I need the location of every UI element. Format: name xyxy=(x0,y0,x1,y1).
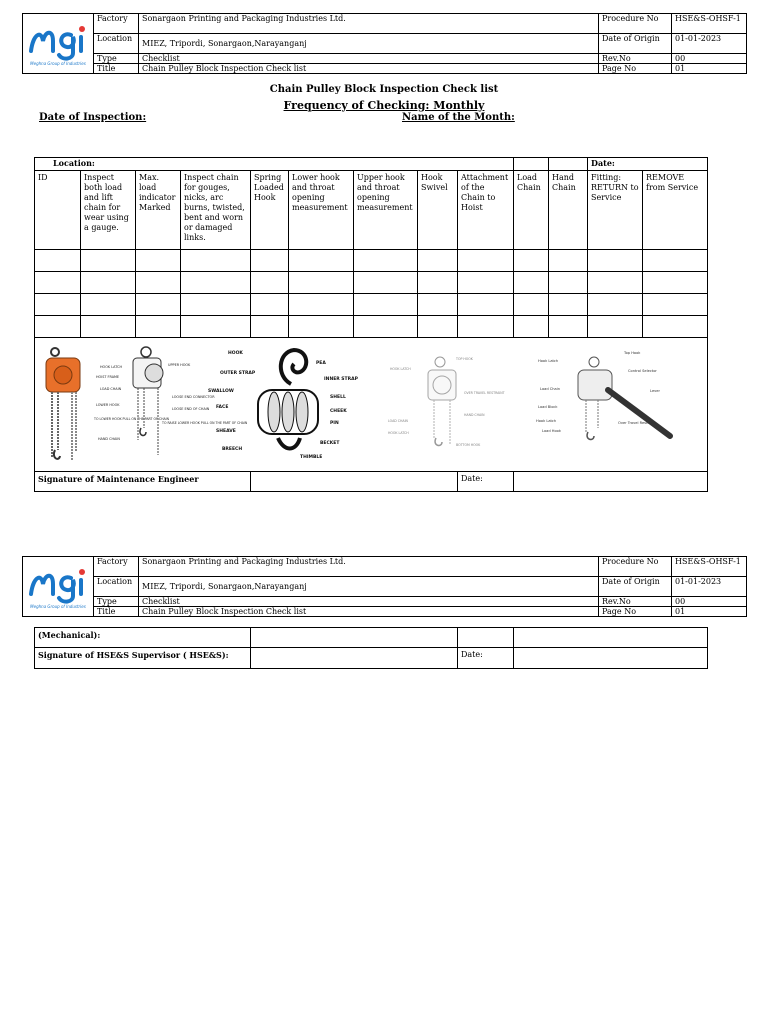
table-cell[interactable] xyxy=(643,272,708,294)
factory-value: Sonargaon Printing and Packaging Industries Ltd. xyxy=(139,557,599,577)
col-header-inspect-wear: Inspect both load and lift chain for wear using a gauge. xyxy=(81,171,136,250)
hoist-sketch-icon xyxy=(388,357,505,447)
table-cell[interactable] xyxy=(549,250,588,272)
svg-text:BECKET: BECKET xyxy=(320,441,340,446)
table-cell[interactable] xyxy=(418,272,458,294)
procedure-no-value: HSE&S-OHSF-1 xyxy=(672,557,747,577)
header-table-2 xyxy=(22,556,747,617)
svg-text:FACE: FACE xyxy=(216,405,229,410)
col-header-load-chain: Load Chain xyxy=(514,171,549,250)
svg-text:Hook Latch: Hook Latch xyxy=(538,359,559,363)
hse-date-field[interactable] xyxy=(514,648,708,669)
table-cell[interactable] xyxy=(588,294,643,316)
page-no-label: Page No xyxy=(599,607,672,617)
svg-text:Lever: Lever xyxy=(650,389,660,393)
table-cell[interactable] xyxy=(181,250,251,272)
date-of-inspection-label: Date of Inspection: xyxy=(39,112,147,123)
table-row xyxy=(35,272,708,294)
table-cell[interactable] xyxy=(549,316,588,338)
rev-no-label: Rev.No xyxy=(599,597,672,607)
signature-date-label: Date: xyxy=(458,472,514,492)
factory-label: Factory xyxy=(94,14,139,34)
table-row xyxy=(35,250,708,272)
table-cell[interactable] xyxy=(251,250,289,272)
col-header-attachment: Attachment of the Chain to Hoist xyxy=(458,171,514,250)
svg-text:Over Travel Restraint: Over Travel Restraint xyxy=(618,421,656,425)
svg-text:HOOK LATCH: HOOK LATCH xyxy=(100,365,122,369)
svg-text:LOOSE END CONNECTOR: LOOSE END CONNECTOR xyxy=(172,395,215,399)
chain-hoist-labeled-icon xyxy=(93,347,248,455)
maintenance-engineer-signature-label: Signature of Maintenance Engineer xyxy=(35,472,251,492)
table-cell[interactable] xyxy=(81,294,136,316)
svg-text:LOWER HOOK: LOWER HOOK xyxy=(96,403,120,407)
checklist-table xyxy=(34,157,708,492)
svg-text:UPPER HOOK: UPPER HOOK xyxy=(168,363,191,367)
svg-text:Meghna Group of Industries: Meghna Group of Industries xyxy=(30,603,86,609)
svg-text:LOOSE END OF CHAIN: LOOSE END OF CHAIN xyxy=(172,407,210,411)
blank-cell xyxy=(514,628,708,648)
table-cell[interactable] xyxy=(289,316,354,338)
location-label: Location xyxy=(94,577,139,597)
logo xyxy=(23,14,94,74)
table-cell[interactable] xyxy=(514,294,549,316)
table-cell[interactable] xyxy=(458,272,514,294)
col-header-spring-hook: Spring Loaded Hook xyxy=(251,171,289,250)
col-header-lower-hook: Lower hook and throat opening measurement xyxy=(289,171,354,250)
mechanical-label: (Mechanical): xyxy=(35,628,251,648)
svg-text:SHEAVE: SHEAVE xyxy=(216,429,236,434)
table-cell[interactable] xyxy=(643,316,708,338)
table-cell[interactable] xyxy=(354,316,418,338)
table-row xyxy=(35,294,708,316)
svg-text:INNER STRAP: INNER STRAP xyxy=(324,377,358,382)
table-cell[interactable] xyxy=(549,272,588,294)
col-header-hand-chain: Hand Chain xyxy=(549,171,588,250)
col-header-max-load: Max. load indicator Marked xyxy=(136,171,181,250)
svg-text:HOIST FRAME: HOIST FRAME xyxy=(96,375,120,379)
title-label: Title xyxy=(94,64,139,74)
table-cell[interactable] xyxy=(418,294,458,316)
svg-text:BOTTOM HOOK: BOTTOM HOOK xyxy=(456,443,481,447)
table-cell[interactable] xyxy=(354,250,418,272)
table-cell[interactable] xyxy=(643,294,708,316)
svg-text:TO RAISE LOWER HOOK PULL ON TH: TO RAISE LOWER HOOK PULL ON THE PART OF CHAIN xyxy=(162,421,248,425)
procedure-no-label: Procedure No xyxy=(599,557,672,577)
type-label: Type xyxy=(94,54,139,64)
table-row xyxy=(35,316,708,338)
table-cell[interactable] xyxy=(354,294,418,316)
table-cell[interactable] xyxy=(251,272,289,294)
col-header-hook-swivel: Hook Swivel xyxy=(418,171,458,250)
svg-text:OVER TRAVEL RESTRAINT: OVER TRAVEL RESTRAINT xyxy=(464,391,505,395)
table-cell[interactable] xyxy=(588,316,643,338)
table-cell[interactable] xyxy=(35,272,81,294)
table-cell[interactable] xyxy=(458,316,514,338)
hse-supervisor-signature-field[interactable] xyxy=(251,648,458,669)
location-value: MIEZ, Tripordi, Sonargaon,Narayanganj xyxy=(139,34,599,54)
header-table-1 xyxy=(22,13,747,74)
table-cell[interactable] xyxy=(251,316,289,338)
document-title: Chain Pulley Block Inspection Check list xyxy=(269,84,499,95)
table-cell[interactable] xyxy=(81,272,136,294)
svg-text:Load Chain: Load Chain xyxy=(540,387,561,391)
table-cell[interactable] xyxy=(549,294,588,316)
svg-text:HAND CHAIN: HAND CHAIN xyxy=(98,437,120,441)
procedure-no-value: HSE&S-OHSF-1 xyxy=(672,14,747,34)
table-cell[interactable] xyxy=(514,272,549,294)
page-no-value: 01 xyxy=(672,607,747,617)
svg-text:Load Hook: Load Hook xyxy=(542,429,561,433)
date-field-label: Date: xyxy=(588,158,708,171)
pulley-block-icon xyxy=(208,350,359,460)
svg-text:LOAD CHAIN: LOAD CHAIN xyxy=(100,387,122,391)
table-cell[interactable] xyxy=(354,272,418,294)
name-of-month-label: Name of the Month: xyxy=(402,112,515,123)
col-header-remove-service: REMOVE from Service xyxy=(643,171,708,250)
col-header-return-service: Fitting: RETURN to Service xyxy=(588,171,643,250)
svg-text:CHEEK: CHEEK xyxy=(330,409,347,414)
table-cell[interactable] xyxy=(136,316,181,338)
table-cell[interactable] xyxy=(418,316,458,338)
mechanical-signature-field[interactable] xyxy=(251,628,458,648)
table-cell[interactable] xyxy=(251,294,289,316)
title-value: Chain Pulley Block Inspection Check list xyxy=(139,607,599,617)
date-of-origin-value: 01-01-2023 xyxy=(672,577,747,597)
date-of-origin-label: Date of Origin xyxy=(599,577,672,597)
table-cell[interactable] xyxy=(35,316,81,338)
hse-date-label: Date: xyxy=(458,648,514,669)
signature-date-field[interactable] xyxy=(514,472,708,492)
table-cell[interactable] xyxy=(458,250,514,272)
chain-hoist-diagrams xyxy=(38,340,708,466)
table-cell[interactable] xyxy=(643,250,708,272)
svg-text:SHELL: SHELL xyxy=(330,395,346,400)
table-cell[interactable] xyxy=(289,250,354,272)
col-header-inspect-chain: Inspect chain for gouges, nicks, arc burns, twisted, bent and worn or damaged links. xyxy=(181,171,251,250)
title-label: Title xyxy=(94,607,139,617)
factory-label: Factory xyxy=(94,557,139,577)
orange-hoist-icon xyxy=(46,348,80,460)
table-cell[interactable] xyxy=(136,250,181,272)
rev-no-label: Rev.No xyxy=(599,54,672,64)
frequency-heading: Frequency of Checking: Monthly xyxy=(283,99,485,112)
svg-text:OUTER STRAP: OUTER STRAP xyxy=(220,371,256,376)
blank-cell xyxy=(458,628,514,648)
svg-text:PIN: PIN xyxy=(330,421,339,426)
svg-text:HOOK LATCH: HOOK LATCH xyxy=(390,367,411,371)
location-field-label: Location: xyxy=(35,158,514,171)
table-cell[interactable] xyxy=(35,250,81,272)
table-cell[interactable] xyxy=(289,272,354,294)
mgi-logo-icon xyxy=(25,17,91,69)
svg-text:SWALLOW: SWALLOW xyxy=(208,389,234,394)
svg-text:BREECH: BREECH xyxy=(222,447,243,452)
title-value: Chain Pulley Block Inspection Check list xyxy=(139,64,599,74)
diagrams-cell xyxy=(35,338,708,472)
svg-text:HAND CHAIN: HAND CHAIN xyxy=(464,413,485,417)
lever-hoist-icon xyxy=(536,351,670,439)
rev-no-value: 00 xyxy=(672,54,747,64)
table-cell[interactable] xyxy=(588,272,643,294)
table-cell[interactable] xyxy=(458,294,514,316)
table-cell[interactable] xyxy=(289,294,354,316)
date-of-origin-value: 01-01-2023 xyxy=(672,34,747,54)
page-no-value: 01 xyxy=(672,64,747,74)
col-header-upper-hook: Upper hook and throat opening measurement xyxy=(354,171,418,250)
hse-supervisor-signature-label: Signature of HSE&S Supervisor ( HSE&S): xyxy=(35,648,251,669)
rev-no-value: 00 xyxy=(672,597,747,607)
mgi-logo-icon xyxy=(25,560,91,612)
svg-text:Hook Latch: Hook Latch xyxy=(536,419,557,423)
svg-text:HOOK LATCH: HOOK LATCH xyxy=(388,431,409,435)
svg-text:LOAD CHAIN: LOAD CHAIN xyxy=(388,419,408,423)
blank-cell xyxy=(514,158,549,171)
supervisor-signature-table xyxy=(34,627,708,669)
svg-text:Top Hook: Top Hook xyxy=(624,351,641,355)
blank-cell xyxy=(549,158,588,171)
col-header-id: ID xyxy=(35,171,81,250)
table-cell[interactable] xyxy=(181,294,251,316)
svg-text:HOOK: HOOK xyxy=(228,351,243,356)
table-cell[interactable] xyxy=(588,250,643,272)
table-cell[interactable] xyxy=(136,272,181,294)
table-cell[interactable] xyxy=(81,250,136,272)
svg-text:Load Block: Load Block xyxy=(538,405,558,409)
svg-text:PEA: PEA xyxy=(316,361,326,366)
procedure-no-label: Procedure No xyxy=(599,14,672,34)
svg-text:Control Selector: Control Selector xyxy=(628,369,657,373)
type-value: Checklist xyxy=(139,54,599,64)
maintenance-engineer-signature-field[interactable] xyxy=(251,472,458,492)
type-label: Type xyxy=(94,597,139,607)
table-cell[interactable] xyxy=(514,250,549,272)
table-cell[interactable] xyxy=(514,316,549,338)
location-value: MIEZ, Tripordi, Sonargaon,Narayanganj xyxy=(139,577,599,597)
table-cell[interactable] xyxy=(418,250,458,272)
svg-text:TOP HOOK: TOP HOOK xyxy=(456,357,473,361)
logo xyxy=(23,557,94,617)
date-of-origin-label: Date of Origin xyxy=(599,34,672,54)
table-cell[interactable] xyxy=(181,272,251,294)
location-label: Location xyxy=(94,34,139,54)
table-cell[interactable] xyxy=(35,294,81,316)
svg-text:TO LOWER HOOK PULL ON THE PART: TO LOWER HOOK PULL ON THE PART OF CHAIN xyxy=(94,417,169,421)
svg-text:THIMBLE: THIMBLE xyxy=(300,455,323,460)
factory-value: Sonargaon Printing and Packaging Industries Ltd. xyxy=(139,14,599,34)
type-value: Checklist xyxy=(139,597,599,607)
table-cell[interactable] xyxy=(181,316,251,338)
table-cell[interactable] xyxy=(81,316,136,338)
page-no-label: Page No xyxy=(599,64,672,74)
svg-text:Meghna Group of Industries: Meghna Group of Industries xyxy=(30,60,86,66)
table-cell[interactable] xyxy=(136,294,181,316)
